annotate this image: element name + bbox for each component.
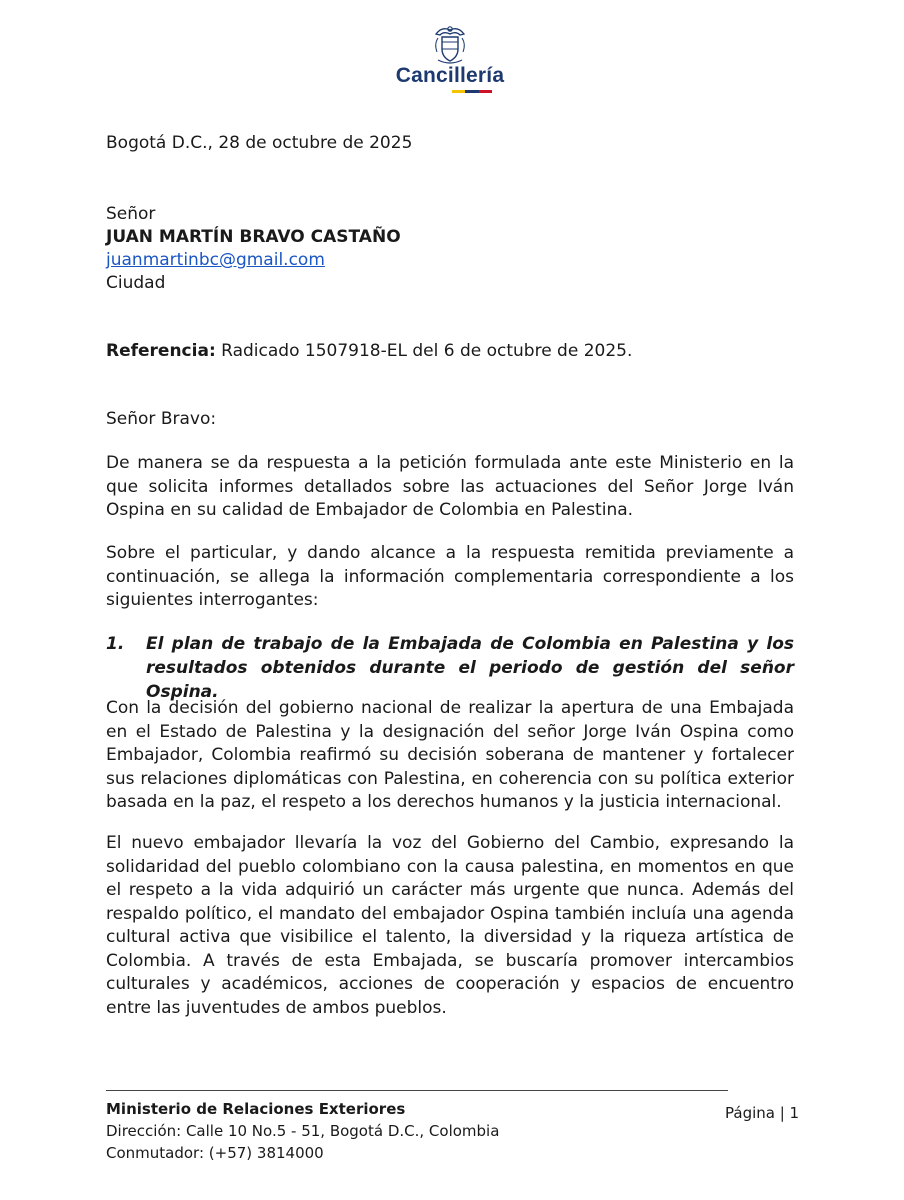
coat-of-arms-icon [428,22,472,66]
footer-divider [106,1090,728,1091]
paragraph-2: Sobre el particular, y dando alcance a la respuesta remitida previamente a continuación, se allega la información complementaria correspondiente a los siguientes interrogantes: [106,543,794,610]
footer-address: Dirección: Calle 10 No.5 - 51, Bogotá D.C., Colombia [106,1122,500,1140]
logo-text: Cancillería [395,64,505,87]
flag-stripe-yellow [452,90,465,93]
recipient-title: Señor [106,204,156,224]
footer-phone: Conmutador: (+57) 3814000 [106,1144,324,1162]
footer [106,1098,499,1164]
paragraph-1: De manera se da respuesta a la petición formulada ante este Ministerio en la que solicita informes detallados sobre las actuaciones del Señor Jorge Iván Ospina en su calidad de Embajador de Colombia en Palestina. [106,453,794,520]
paragraph-4: El nuevo embajador llevaría la voz del Gobierno del Cambio, expresando la solidaridad del pueblo colombiano con la causa palestina, en momentos en que el respeto a la vida adquirió un carácter más urgente que nunca. Además del respaldo político, el mandato del embajador Ospina también incluía una agenda cultural activa que visibilice el talento, la diversidad y la riqueza artística de Colombia. A través de esta Embajada, se buscaría promover intercambios culturales y académicos, acciones de cooperación y espacios de encuentro entre las juventudes de ambos pueblos. [106,833,794,1018]
paragraph-3: Con la decisión del gobierno nacional de realizar la apertura de una Embajada en el Estado de Palestina y la designación del señor Jorge Iván Ospina como Embajador, Colombia reafirmó su decisión soberana de mantener y fortalecer sus relaciones diplomáticas con Palestina, en coherencia con su política exterior basada en la paz, el respeto a los derechos humanos y la justicia internacional. [106,698,794,812]
list-item-text: El plan de trabajo de la Embajada de Colombia en Palestina y los resultados obtenidos durante el periodo de gestión del señor Ospina. [146,634,794,702]
page-number: Página | 1 [725,1104,800,1122]
recipient-city: Ciudad [106,273,166,293]
letter-date: Bogotá D.C., 28 de octubre de 2025 [106,133,413,153]
reference-text: Radicado 1507918-EL del 6 de octubre de 2025. [215,341,633,361]
flag-stripe-red [479,90,492,93]
list-item-number: 1. [106,634,125,654]
greeting: Señor Bravo: [106,409,217,429]
recipient-email-link[interactable] [106,249,325,273]
recipient-email[interactable]: juanmartinbc@gmail.com [106,250,325,270]
reference-line [106,340,794,364]
flag-stripe-blue [465,90,478,93]
cancilleria-logo [390,22,510,93]
footer-org: Ministerio de Relaciones Exteriores [106,1100,406,1118]
reference-label: Referencia: [106,341,216,361]
flag-stripe [452,90,492,93]
list-item-1 [106,632,794,704]
recipient-name: JUAN MARTÍN BRAVO CASTAÑO [106,227,401,247]
